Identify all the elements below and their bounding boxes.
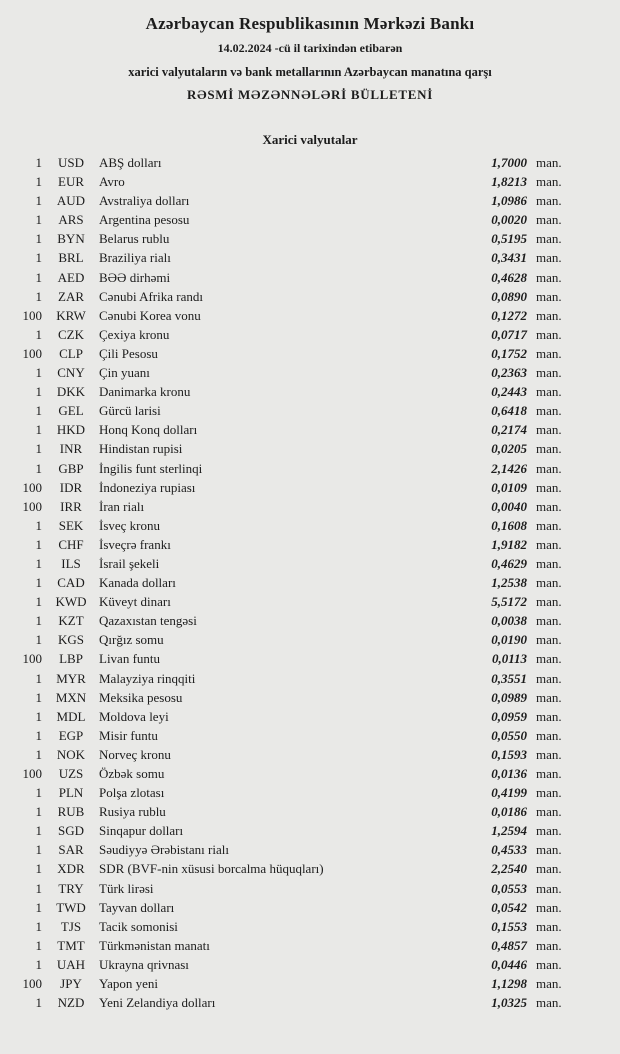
currency-code: USD [57,155,84,170]
bulletin-title: RƏSMİ MƏZƏNNƏLƏRİ BÜLLETENİ [186,87,434,102]
currency-quantity: 1 [35,785,42,801]
currency-rate: 0,4199 [491,785,527,801]
currency-quantity: 1 [35,365,42,381]
table-row [16,439,570,458]
currency-rate: 0,4628 [491,269,527,285]
table-row [16,649,570,668]
table-row [16,573,570,592]
table-row [16,420,570,439]
currency-quantity: 1 [35,995,42,1011]
currency-quantity: 1 [35,861,42,877]
currency-code: ILS [61,555,81,571]
currency-name: Türkmənistan manatı [99,937,210,953]
currency-quantity: 1 [35,727,42,743]
currency-code: NOK [56,746,86,762]
currency-quantity: 1 [35,155,42,170]
currency-name: Tacik somonisi [99,918,178,934]
currency-unit-label: man. [536,231,562,247]
currency-code: GEL [58,403,84,419]
currency-code: TMT [57,937,85,953]
currency-code: CHF [58,536,84,552]
currency-rate: 0,0553 [491,880,527,896]
currency-name: Polşa zlotası [99,785,165,801]
table-row [16,535,570,554]
table-row [16,172,570,191]
currency-rate: 0,0959 [491,708,527,724]
currency-rate: 0,0550 [491,727,527,743]
currency-name: Malayziya rinqqiti [99,670,196,686]
currency-unit-label: man. [536,384,562,400]
currency-name: Küveyt dinarı [99,594,171,610]
currency-name: Türk lirəsi [99,880,154,896]
currency-code: IRR [60,498,82,514]
currency-quantity: 100 [22,479,42,495]
table-row [16,268,570,287]
table-row [16,898,570,917]
currency-rate: 2,1426 [491,460,527,476]
bulletin-subtitle: xarici valyutaların və bank metallarının Azərbaycan manatına qarşı [128,65,492,79]
currency-quantity: 1 [35,899,42,915]
currency-code: DKK [56,384,86,400]
currency-quantity: 1 [35,746,42,762]
currency-unit-label: man. [536,536,562,552]
currency-quantity: 1 [35,555,42,571]
currency-rate: 1,2594 [491,823,527,839]
currency-unit-label: man. [536,651,562,667]
section-title-foreign-currencies: Xarici valyutalar [262,132,358,147]
currency-name: Cənubi Afrika randı [99,288,203,304]
table-row [16,993,570,1012]
currency-rate: 1,9182 [491,536,527,552]
currency-name: Misir funtu [99,727,158,743]
currency-name: Kanada dolları [99,575,176,591]
currency-rate: 2,2540 [491,861,527,877]
currency-unit-label: man. [536,918,562,934]
currency-code: EGP [58,727,84,743]
currency-quantity: 1 [35,269,42,285]
currency-rate: 1,2538 [491,575,527,591]
currency-quantity: 1 [35,594,42,610]
currency-code: KZT [58,613,84,629]
table-row [16,745,570,764]
currency-rate: 0,0038 [491,613,527,629]
currency-unit-label: man. [536,555,562,571]
currency-unit-label: man. [536,976,562,992]
currency-code: CAD [57,575,85,591]
currency-rate: 0,0890 [491,288,527,304]
currency-code: AED [57,269,85,285]
table-row [16,611,570,630]
currency-rate: 0,3431 [491,250,527,266]
table-row [16,306,570,325]
currency-rate: 1,0325 [491,995,527,1011]
table-row [16,917,570,936]
table-row [16,382,570,401]
currency-quantity: 100 [22,976,42,992]
currency-quantity: 1 [35,689,42,705]
currency-code: IDR [59,479,83,495]
currency-quantity: 1 [35,956,42,972]
currency-unit-label: man. [536,956,562,972]
currency-unit-label: man. [536,766,562,781]
currency-quantity: 1 [35,823,42,839]
currency-unit-label: man. [536,937,562,953]
currency-code: SAR [58,842,84,858]
currency-name: İsrail şekeli [99,555,160,571]
table-row [16,554,570,573]
currency-code: ARS [58,212,84,228]
currency-quantity: 1 [35,174,42,190]
currency-unit-label: man. [536,594,562,610]
currency-quantity: 100 [22,307,42,323]
currency-unit-label: man. [536,708,562,724]
currency-table [16,153,570,1012]
table-row [16,248,570,267]
currency-rate: 0,0020 [491,212,527,228]
currency-quantity: 1 [35,326,42,342]
currency-unit-label: man. [536,575,562,591]
currency-quantity: 100 [22,651,42,667]
table-row [16,191,570,210]
currency-unit-label: man. [536,288,562,304]
currency-quantity: 1 [35,403,42,419]
currency-rate: 1,0986 [491,193,527,209]
currency-unit-label: man. [536,422,562,438]
table-row [16,669,570,688]
table-row [16,363,570,382]
currency-name: Qırğız somu [99,632,164,648]
currency-rate: 0,0113 [491,651,527,667]
currency-unit-label: man. [536,995,562,1011]
currency-unit-label: man. [536,727,562,743]
currency-code: UAH [56,956,86,972]
currency-quantity: 1 [35,842,42,858]
currency-code: TWD [56,899,86,915]
currency-rate: 0,0040 [491,498,527,514]
currency-rate: 0,0190 [491,632,527,648]
currency-unit-label: man. [536,193,562,209]
currency-code: INR [59,441,83,457]
currency-quantity: 1 [35,918,42,934]
currency-name: Meksika pesosu [99,689,183,705]
currency-name: İndoneziya rupiası [99,479,196,495]
currency-rate: 0,0717 [491,326,527,342]
bulletin-header [0,14,620,103]
currency-code: AUD [56,193,86,209]
table-row [16,229,570,248]
currency-rate: 1,1298 [491,976,527,992]
currency-rate: 0,1752 [491,345,527,361]
currency-unit-label: man. [536,155,562,170]
currency-name: Gürcü larisi [99,403,161,419]
table-row [16,630,570,649]
currency-rate: 5,5172 [491,594,527,610]
currency-code: JPY [60,976,82,992]
table-row [16,401,570,420]
currency-code: MYR [56,670,86,686]
currency-name: Yeni Zelandiya dolları [99,995,216,1011]
currency-name: Çexiya kronu [99,326,170,342]
currency-name: Rusiya rublu [99,804,166,820]
currency-unit-label: man. [536,307,562,323]
currency-rate: 0,1593 [491,746,527,762]
currency-rate: 0,4533 [491,842,527,858]
currency-rate: 0,0186 [491,804,527,820]
currency-quantity: 1 [35,422,42,438]
currency-name: Avstraliya dolları [99,193,190,209]
currency-code: SGD [57,823,84,839]
table-row [16,955,570,974]
table-row [16,726,570,745]
currency-unit-label: man. [536,326,562,342]
currency-name: İsveçrə frankı [99,536,171,552]
currency-rate: 0,0205 [491,441,527,457]
currency-rate: 0,4857 [491,937,527,953]
currency-rate: 0,4629 [491,555,527,571]
currency-name: Livan funtu [99,651,161,667]
currency-unit-label: man. [536,785,562,801]
currency-unit-label: man. [536,479,562,495]
currency-code: BRL [58,250,84,266]
currency-unit-label: man. [536,632,562,648]
currency-rate: 0,3551 [491,670,527,686]
currency-rate: 0,1553 [491,918,527,934]
currency-rate: 0,6418 [491,403,527,419]
table-row [16,325,570,344]
table-row [16,153,570,172]
currency-name: Çin yuanı [99,365,150,381]
currency-code: KGS [57,632,84,648]
table-row [16,497,570,516]
currency-quantity: 1 [35,193,42,209]
currency-code: BYN [57,231,85,247]
currency-unit-label: man. [536,861,562,877]
currency-code: XDR [57,861,85,877]
currency-name: Qazaxıstan tengəsi [99,613,197,629]
currency-code: LBP [59,651,83,667]
table-row [16,764,570,783]
currency-unit-label: man. [536,345,562,361]
currency-unit-label: man. [536,670,562,686]
currency-unit-label: man. [536,689,562,705]
currency-unit-label: man. [536,823,562,839]
currency-unit-label: man. [536,498,562,514]
currency-unit-label: man. [536,613,562,629]
currency-code: HKD [56,422,86,438]
currency-unit-label: man. [536,842,562,858]
currency-quantity: 1 [35,536,42,552]
currency-code: GBP [58,460,84,476]
currency-unit-label: man. [536,517,562,533]
currency-quantity: 1 [35,441,42,457]
currency-name: Cənubi Korea vonu [99,307,201,323]
currency-name: SDR (BVF-nin xüsusi borcalma hüquqları) [99,861,324,877]
currency-quantity: 100 [22,498,42,514]
currency-name: İran rialı [99,498,145,514]
table-row [16,688,570,707]
currency-rate: 0,0109 [491,479,527,495]
currency-quantity: 1 [35,804,42,820]
currency-rate: 1,8213 [491,174,527,190]
currency-rate: 0,2363 [491,365,527,381]
table-row [16,707,570,726]
currency-name: Norveç kronu [99,746,171,762]
currency-name: Özbək somu [99,766,165,781]
currency-name: Çili Pesosu [99,345,158,361]
table-row [16,287,570,306]
currency-code: CNY [57,365,85,381]
currency-unit-label: man. [536,212,562,228]
currency-quantity: 1 [35,250,42,266]
currency-quantity: 1 [35,670,42,686]
currency-name: Braziliya rialı [99,250,171,266]
currency-name: Moldova leyi [99,708,169,724]
table-row [16,974,570,993]
table-row [16,478,570,497]
bank-name: Azərbaycan Respublikasının Mərkəzi Bankı [145,14,475,33]
currency-code: CLP [59,345,83,361]
currency-code: PLN [58,785,84,801]
currency-rate: 0,1608 [491,517,527,533]
currency-unit-label: man. [536,174,562,190]
currency-rate: 0,0136 [491,766,527,781]
currency-name: Tayvan dolları [99,899,175,915]
currency-code: TJS [60,918,82,934]
table-row [16,802,570,821]
currency-quantity: 1 [35,460,42,476]
currency-unit-label: man. [536,460,562,476]
currency-name: Danimarka kronu [99,384,191,400]
currency-unit-label: man. [536,365,562,381]
currency-code: MDL [56,708,86,724]
currency-unit-label: man. [536,880,562,896]
table-row [16,783,570,802]
currency-code: KWD [55,594,87,610]
currency-code: ZAR [58,288,84,304]
currency-rate: 0,5195 [491,231,527,247]
currency-quantity: 100 [22,766,42,781]
currency-rate: 0,2174 [491,422,527,438]
currency-code: EUR [58,174,84,190]
currency-name: Argentina pesosu [99,212,190,228]
currency-code: CZK [58,326,84,342]
currency-name: Belarus rublu [99,231,170,247]
table-row [16,516,570,535]
currency-quantity: 1 [35,708,42,724]
currency-name: Yapon yeni [99,976,158,992]
currency-code: KRW [56,307,86,323]
table-row [16,210,570,229]
currency-code: NZD [57,995,85,1011]
table-row [16,840,570,859]
table-row [16,344,570,363]
currency-quantity: 1 [35,632,42,648]
currency-rate: 1,7000 [491,155,527,170]
currency-name: Sinqapur dolları [99,823,184,839]
table-row [16,592,570,611]
currency-code: TRY [58,880,84,896]
table-row [16,821,570,840]
currency-quantity: 1 [35,384,42,400]
currency-unit-label: man. [536,441,562,457]
currency-quantity: 1 [35,288,42,304]
currency-rate: 0,2443 [491,384,527,400]
currency-name: Avro [99,174,125,190]
currency-unit-label: man. [536,269,562,285]
currency-unit-label: man. [536,250,562,266]
currency-name: BƏƏ dirhəmi [99,269,171,285]
currency-quantity: 100 [22,345,42,361]
currency-code: UZS [58,766,84,781]
table-row [16,879,570,898]
currency-name: Ukrayna qrivnası [99,956,189,972]
currency-quantity: 1 [35,613,42,629]
currency-name: İngilis funt sterlinqi [99,460,203,476]
currency-unit-label: man. [536,746,562,762]
table-row [16,936,570,955]
currency-unit-label: man. [536,804,562,820]
currency-name: Hindistan rupisi [99,441,183,457]
currency-rate: 0,0542 [491,899,527,915]
currency-unit-label: man. [536,403,562,419]
currency-name: Səudiyyə Ərəbistanı rialı [99,842,229,858]
currency-quantity: 1 [35,517,42,533]
currency-name: Honq Konq dolları [99,422,198,438]
currency-quantity: 1 [35,937,42,953]
table-row [16,859,570,878]
effective-date: 14.02.2024 -cü il tarixindən etibarən [217,41,403,55]
currency-unit-label: man. [536,899,562,915]
currency-quantity: 1 [35,231,42,247]
currency-quantity: 1 [35,575,42,591]
currency-quantity: 1 [35,212,42,228]
currency-code: RUB [57,804,85,820]
currency-rate: 0,1272 [491,307,527,323]
currency-name: İsveç kronu [99,517,161,533]
currency-quantity: 1 [35,880,42,896]
currency-name: ABŞ dolları [99,155,162,170]
currency-rate: 0,0446 [491,956,527,972]
currency-code: SEK [58,517,84,533]
currency-rate: 0,0989 [491,689,527,705]
table-row [16,459,570,478]
currency-code: MXN [55,689,87,705]
